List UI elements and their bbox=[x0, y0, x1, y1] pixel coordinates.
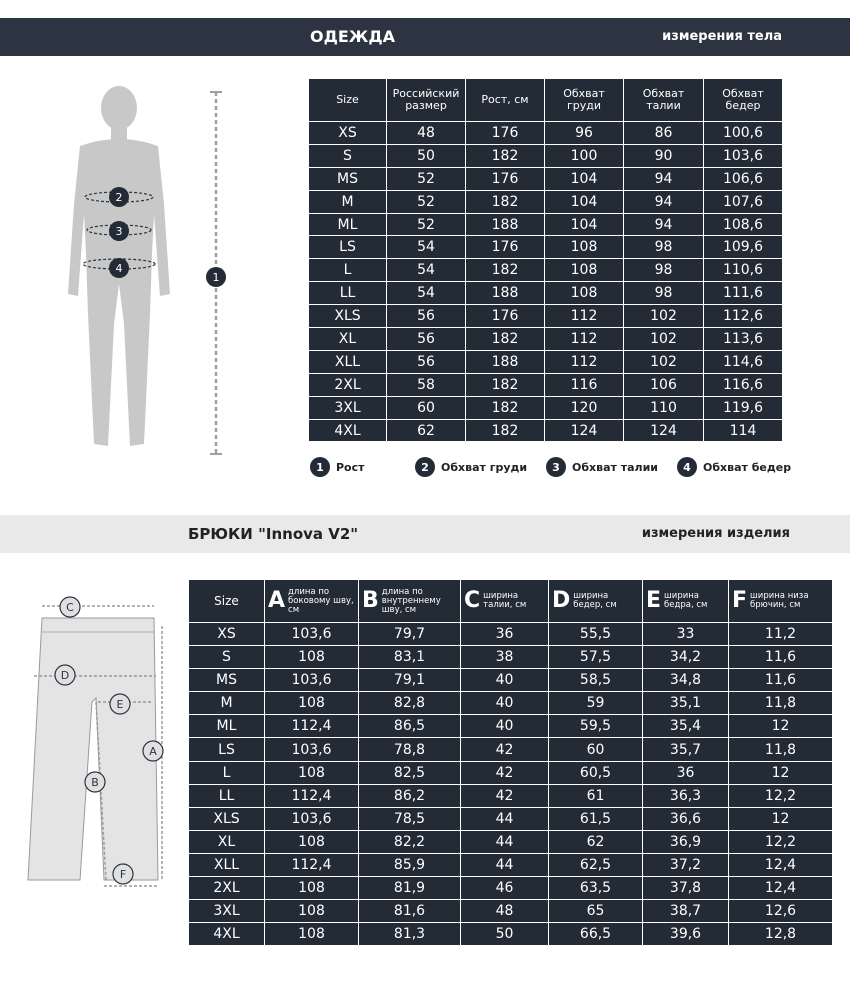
pants-marker-a-label: A bbox=[149, 745, 157, 758]
pants-col-header-a bbox=[265, 580, 359, 623]
value-cell: 104 bbox=[545, 190, 624, 213]
clothing-header-bar bbox=[0, 18, 850, 56]
value-cell: 188 bbox=[466, 213, 545, 236]
size-cell: MS bbox=[189, 669, 265, 692]
clothing-table-header-row bbox=[309, 79, 783, 122]
value-cell: 182 bbox=[466, 396, 545, 419]
table-row bbox=[189, 877, 833, 900]
value-cell: 54 bbox=[387, 282, 466, 305]
table-row bbox=[189, 669, 833, 692]
pants-marker-c-label: C bbox=[66, 601, 74, 614]
table-row bbox=[309, 144, 783, 167]
legend-item-2 bbox=[415, 457, 527, 477]
value-cell: 12 bbox=[729, 761, 833, 784]
value-cell: 106,6 bbox=[704, 167, 783, 190]
value-cell: 188 bbox=[466, 282, 545, 305]
value-cell: 50 bbox=[387, 144, 466, 167]
pants-col-letter: D bbox=[552, 588, 571, 613]
value-cell: 55,5 bbox=[549, 623, 643, 646]
value-cell: 42 bbox=[461, 784, 549, 807]
body-marker-2 bbox=[109, 187, 129, 207]
value-cell: 120 bbox=[545, 396, 624, 419]
pants-subtitle: измерения изделия bbox=[641, 526, 790, 541]
value-cell: 112,4 bbox=[265, 715, 359, 738]
value-cell: 176 bbox=[466, 305, 545, 328]
pants-figure bbox=[20, 590, 180, 900]
table-row bbox=[189, 715, 833, 738]
table-row bbox=[309, 259, 783, 282]
pants-marker-e-label: E bbox=[116, 698, 124, 711]
value-cell: 44 bbox=[461, 807, 549, 830]
size-cell: LS bbox=[309, 236, 387, 259]
value-cell: 54 bbox=[387, 259, 466, 282]
size-cell: 4XL bbox=[189, 923, 265, 946]
pants-col-text: ширина низа брючин, см bbox=[750, 591, 809, 610]
value-cell: 182 bbox=[466, 328, 545, 351]
body-marker-4 bbox=[109, 258, 129, 278]
table-row bbox=[189, 853, 833, 876]
value-cell: 176 bbox=[466, 167, 545, 190]
table-row bbox=[189, 830, 833, 853]
value-cell: 42 bbox=[461, 738, 549, 761]
value-cell: 102 bbox=[624, 305, 704, 328]
size-cell: 3XL bbox=[309, 396, 387, 419]
value-cell: 12,6 bbox=[729, 900, 833, 923]
value-cell: 52 bbox=[387, 213, 466, 236]
value-cell: 124 bbox=[545, 419, 624, 442]
value-cell: 37,8 bbox=[643, 877, 729, 900]
value-cell: 50 bbox=[461, 923, 549, 946]
value-cell: 63,5 bbox=[549, 877, 643, 900]
value-cell: 94 bbox=[624, 213, 704, 236]
value-cell: 36,6 bbox=[643, 807, 729, 830]
value-cell: 182 bbox=[466, 190, 545, 213]
body-marker-1 bbox=[206, 267, 226, 287]
value-cell: 176 bbox=[466, 236, 545, 259]
value-cell: 60,5 bbox=[549, 761, 643, 784]
value-cell: 114 bbox=[704, 419, 783, 442]
pants-col-letter: F bbox=[732, 588, 748, 613]
size-cell: M bbox=[309, 190, 387, 213]
size-cell: XS bbox=[309, 122, 387, 145]
value-cell: 42 bbox=[461, 761, 549, 784]
table-row bbox=[189, 623, 833, 646]
size-cell: XS bbox=[189, 623, 265, 646]
value-cell: 56 bbox=[387, 350, 466, 373]
value-cell: 108 bbox=[545, 282, 624, 305]
pants-marker-b bbox=[85, 772, 105, 792]
value-cell: 86,2 bbox=[359, 784, 461, 807]
pants-marker-a bbox=[143, 741, 163, 761]
value-cell: 83,1 bbox=[359, 646, 461, 669]
table-row bbox=[309, 328, 783, 351]
value-cell: 81,6 bbox=[359, 900, 461, 923]
value-cell: 66,5 bbox=[549, 923, 643, 946]
table-row bbox=[189, 900, 833, 923]
value-cell: 52 bbox=[387, 190, 466, 213]
value-cell: 100 bbox=[545, 144, 624, 167]
value-cell: 86,5 bbox=[359, 715, 461, 738]
value-cell: 56 bbox=[387, 305, 466, 328]
body-marker-3 bbox=[109, 221, 129, 241]
value-cell: 103,6 bbox=[265, 669, 359, 692]
size-cell: LL bbox=[309, 282, 387, 305]
value-cell: 108 bbox=[265, 877, 359, 900]
value-cell: 110,6 bbox=[704, 259, 783, 282]
value-cell: 103,6 bbox=[265, 738, 359, 761]
size-cell: XL bbox=[189, 830, 265, 853]
clothing-table-body bbox=[309, 122, 783, 442]
value-cell: 119,6 bbox=[704, 396, 783, 419]
size-cell: ML bbox=[189, 715, 265, 738]
value-cell: 44 bbox=[461, 830, 549, 853]
value-cell: 102 bbox=[624, 350, 704, 373]
body-marker-4-label: 4 bbox=[115, 262, 123, 275]
value-cell: 12 bbox=[729, 807, 833, 830]
pants-col-header-d bbox=[549, 580, 643, 623]
value-cell: 82,8 bbox=[359, 692, 461, 715]
value-cell: 96 bbox=[545, 122, 624, 145]
pants-col-header-e bbox=[643, 580, 729, 623]
pants-silhouette-icon bbox=[28, 618, 158, 880]
value-cell: 58 bbox=[387, 373, 466, 396]
value-cell: 86 bbox=[624, 122, 704, 145]
value-cell: 112,4 bbox=[265, 853, 359, 876]
value-cell: 108 bbox=[265, 761, 359, 784]
value-cell: 38 bbox=[461, 646, 549, 669]
value-cell: 85,9 bbox=[359, 853, 461, 876]
size-cell: L bbox=[189, 761, 265, 784]
table-row bbox=[309, 282, 783, 305]
value-cell: 106 bbox=[624, 373, 704, 396]
size-cell: XL bbox=[309, 328, 387, 351]
pants-table-header-row bbox=[189, 580, 833, 623]
value-cell: 116,6 bbox=[704, 373, 783, 396]
value-cell: 81,9 bbox=[359, 877, 461, 900]
body-figure bbox=[60, 84, 240, 464]
value-cell: 112 bbox=[545, 328, 624, 351]
clothing-size-table bbox=[308, 78, 783, 442]
value-cell: 124 bbox=[624, 419, 704, 442]
legend-number: 3 bbox=[546, 457, 566, 477]
table-row bbox=[309, 190, 783, 213]
table-row bbox=[309, 373, 783, 396]
table-row bbox=[189, 761, 833, 784]
value-cell: 81,3 bbox=[359, 923, 461, 946]
value-cell: 78,8 bbox=[359, 738, 461, 761]
value-cell: 11,8 bbox=[729, 692, 833, 715]
value-cell: 112 bbox=[545, 305, 624, 328]
pants-col-header-c bbox=[461, 580, 549, 623]
value-cell: 56 bbox=[387, 328, 466, 351]
value-cell: 37,2 bbox=[643, 853, 729, 876]
value-cell: 61 bbox=[549, 784, 643, 807]
value-cell: 11,2 bbox=[729, 623, 833, 646]
value-cell: 79,1 bbox=[359, 669, 461, 692]
value-cell: 62 bbox=[549, 830, 643, 853]
clothing-col-header: Обхват груди bbox=[545, 79, 624, 122]
legend-item-4 bbox=[677, 457, 791, 477]
value-cell: 98 bbox=[624, 282, 704, 305]
value-cell: 39,6 bbox=[643, 923, 729, 946]
size-cell: L bbox=[309, 259, 387, 282]
table-row bbox=[309, 167, 783, 190]
value-cell: 116 bbox=[545, 373, 624, 396]
pants-col-letter: B bbox=[362, 588, 379, 613]
value-cell: 98 bbox=[624, 259, 704, 282]
table-row bbox=[189, 784, 833, 807]
value-cell: 58,5 bbox=[549, 669, 643, 692]
pants-col-header-size: Size bbox=[189, 580, 265, 623]
value-cell: 35,7 bbox=[643, 738, 729, 761]
clothing-col-header: Обхват талии bbox=[624, 79, 704, 122]
value-cell: 103,6 bbox=[704, 144, 783, 167]
pants-title: БРЮКИ "Innova V2" bbox=[188, 525, 359, 543]
size-cell: S bbox=[309, 144, 387, 167]
value-cell: 112 bbox=[545, 350, 624, 373]
legend-item-1 bbox=[310, 457, 365, 477]
legend-label: Обхват груди bbox=[441, 460, 528, 474]
value-cell: 12,4 bbox=[729, 877, 833, 900]
value-cell: 11,8 bbox=[729, 738, 833, 761]
value-cell: 104 bbox=[545, 167, 624, 190]
pants-col-text: ширина бедра, см bbox=[664, 591, 708, 610]
value-cell: 36 bbox=[643, 761, 729, 784]
pants-marker-f bbox=[113, 864, 133, 884]
pants-marker-c bbox=[60, 597, 80, 617]
value-cell: 79,7 bbox=[359, 623, 461, 646]
value-cell: 100,6 bbox=[704, 122, 783, 145]
size-cell: S bbox=[189, 646, 265, 669]
value-cell: 103,6 bbox=[265, 623, 359, 646]
value-cell: 182 bbox=[466, 144, 545, 167]
value-cell: 62,5 bbox=[549, 853, 643, 876]
size-cell: 2XL bbox=[189, 877, 265, 900]
body-marker-2-label: 2 bbox=[115, 191, 123, 204]
value-cell: 108 bbox=[265, 923, 359, 946]
value-cell: 54 bbox=[387, 236, 466, 259]
value-cell: 102 bbox=[624, 328, 704, 351]
table-row bbox=[309, 122, 783, 145]
pants-marker-d-label: D bbox=[60, 669, 70, 682]
size-cell: XLL bbox=[189, 853, 265, 876]
value-cell: 112,4 bbox=[265, 784, 359, 807]
value-cell: 98 bbox=[624, 236, 704, 259]
clothing-col-header: Рост, см bbox=[466, 79, 545, 122]
pants-col-text: ширина талии, см bbox=[483, 591, 527, 610]
value-cell: 35,4 bbox=[643, 715, 729, 738]
pants-col-header-f bbox=[729, 580, 833, 623]
table-row bbox=[189, 646, 833, 669]
value-cell: 12,2 bbox=[729, 784, 833, 807]
legend-label: Рост bbox=[336, 460, 365, 474]
size-cell: 2XL bbox=[309, 373, 387, 396]
value-cell: 176 bbox=[466, 122, 545, 145]
pants-marker-b-label: B bbox=[91, 776, 99, 789]
value-cell: 11,6 bbox=[729, 669, 833, 692]
pants-col-text: ширина бедер, см bbox=[573, 591, 617, 610]
value-cell: 108 bbox=[545, 236, 624, 259]
value-cell: 94 bbox=[624, 190, 704, 213]
table-row bbox=[309, 350, 783, 373]
value-cell: 48 bbox=[461, 900, 549, 923]
value-cell: 61,5 bbox=[549, 807, 643, 830]
pants-col-text: длина по внутреннему шву, см bbox=[381, 586, 441, 615]
value-cell: 59 bbox=[549, 692, 643, 715]
value-cell: 35,1 bbox=[643, 692, 729, 715]
value-cell: 60 bbox=[387, 396, 466, 419]
table-row bbox=[189, 738, 833, 761]
value-cell: 38,7 bbox=[643, 900, 729, 923]
value-cell: 40 bbox=[461, 692, 549, 715]
legend-label: Обхват талии bbox=[572, 460, 658, 474]
value-cell: 103,6 bbox=[265, 807, 359, 830]
value-cell: 34,2 bbox=[643, 646, 729, 669]
pants-header-bar bbox=[0, 515, 850, 553]
clothing-col-header: Size bbox=[309, 79, 387, 122]
value-cell: 36,3 bbox=[643, 784, 729, 807]
pants-table-body bbox=[189, 623, 833, 946]
table-row bbox=[309, 419, 783, 442]
size-cell: ML bbox=[309, 213, 387, 236]
value-cell: 34,8 bbox=[643, 669, 729, 692]
value-cell: 108 bbox=[265, 830, 359, 853]
size-cell: 4XL bbox=[309, 419, 387, 442]
pants-col-letter: A bbox=[268, 588, 286, 613]
value-cell: 114,6 bbox=[704, 350, 783, 373]
value-cell: 57,5 bbox=[549, 646, 643, 669]
value-cell: 40 bbox=[461, 715, 549, 738]
value-cell: 108 bbox=[265, 900, 359, 923]
value-cell: 111,6 bbox=[704, 282, 783, 305]
value-cell: 82,2 bbox=[359, 830, 461, 853]
clothing-subtitle: измерения тела bbox=[662, 29, 782, 44]
size-cell: LS bbox=[189, 738, 265, 761]
table-row bbox=[309, 396, 783, 419]
legend-number: 1 bbox=[310, 457, 330, 477]
value-cell: 108,6 bbox=[704, 213, 783, 236]
pants-marker-f-label: F bbox=[119, 868, 127, 881]
value-cell: 182 bbox=[466, 259, 545, 282]
value-cell: 36,9 bbox=[643, 830, 729, 853]
pants-col-text: длина по боковому шву, см bbox=[288, 586, 354, 615]
value-cell: 94 bbox=[624, 167, 704, 190]
size-cell: XLL bbox=[309, 350, 387, 373]
value-cell: 188 bbox=[466, 350, 545, 373]
value-cell: 44 bbox=[461, 853, 549, 876]
value-cell: 90 bbox=[624, 144, 704, 167]
value-cell: 78,5 bbox=[359, 807, 461, 830]
value-cell: 12,4 bbox=[729, 853, 833, 876]
value-cell: 108 bbox=[265, 646, 359, 669]
pants-col-letter: C bbox=[464, 588, 481, 613]
value-cell: 182 bbox=[466, 419, 545, 442]
table-row bbox=[189, 692, 833, 715]
table-row bbox=[189, 807, 833, 830]
value-cell: 48 bbox=[387, 122, 466, 145]
table-row bbox=[189, 923, 833, 946]
pants-col-letter: E bbox=[646, 588, 662, 613]
clothing-col-header: Обхват бедер bbox=[704, 79, 783, 122]
value-cell: 109,6 bbox=[704, 236, 783, 259]
value-cell: 36 bbox=[461, 623, 549, 646]
value-cell: 107,6 bbox=[704, 190, 783, 213]
legend-label: Обхват бедер bbox=[703, 460, 792, 474]
clothing-title: ОДЕЖДА bbox=[310, 27, 395, 46]
value-cell: 11,6 bbox=[729, 646, 833, 669]
value-cell: 12,8 bbox=[729, 923, 833, 946]
legend-item-3 bbox=[546, 457, 658, 477]
pants-col-header-b bbox=[359, 580, 461, 623]
value-cell: 62 bbox=[387, 419, 466, 442]
value-cell: 182 bbox=[466, 373, 545, 396]
size-cell: M bbox=[189, 692, 265, 715]
size-cell: 3XL bbox=[189, 900, 265, 923]
body-marker-3-label: 3 bbox=[115, 225, 123, 238]
table-row bbox=[309, 213, 783, 236]
table-row bbox=[309, 305, 783, 328]
size-cell: XLS bbox=[309, 305, 387, 328]
table-row bbox=[309, 236, 783, 259]
body-marker-1-label: 1 bbox=[212, 271, 220, 284]
value-cell: 112,6 bbox=[704, 305, 783, 328]
value-cell: 52 bbox=[387, 167, 466, 190]
value-cell: 110 bbox=[624, 396, 704, 419]
pants-marker-d bbox=[55, 665, 75, 685]
clothing-col-header: Российский размер bbox=[387, 79, 466, 122]
value-cell: 108 bbox=[545, 259, 624, 282]
legend-number: 4 bbox=[677, 457, 697, 477]
pants-marker-e bbox=[110, 694, 130, 714]
value-cell: 40 bbox=[461, 669, 549, 692]
value-cell: 59,5 bbox=[549, 715, 643, 738]
value-cell: 108 bbox=[265, 692, 359, 715]
size-cell: XLS bbox=[189, 807, 265, 830]
value-cell: 12,2 bbox=[729, 830, 833, 853]
value-cell: 60 bbox=[549, 738, 643, 761]
pants-size-table bbox=[188, 579, 833, 946]
value-cell: 65 bbox=[549, 900, 643, 923]
value-cell: 33 bbox=[643, 623, 729, 646]
legend-number: 2 bbox=[415, 457, 435, 477]
size-cell: MS bbox=[309, 167, 387, 190]
value-cell: 104 bbox=[545, 213, 624, 236]
value-cell: 82,5 bbox=[359, 761, 461, 784]
value-cell: 113,6 bbox=[704, 328, 783, 351]
value-cell: 12 bbox=[729, 715, 833, 738]
value-cell: 46 bbox=[461, 877, 549, 900]
size-cell: LL bbox=[189, 784, 265, 807]
